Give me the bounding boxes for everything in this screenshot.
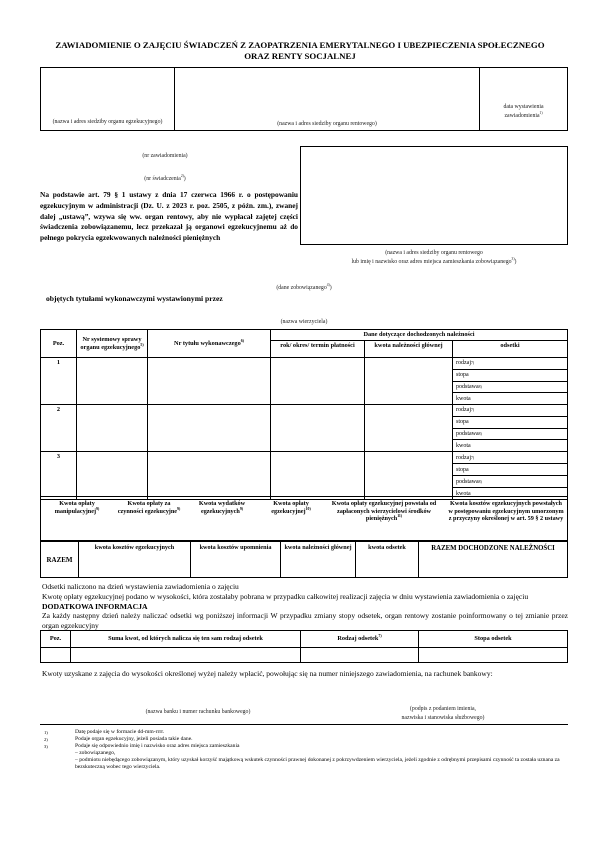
col-header-writ-number: Nr tytułu wykonawczego$^{6)}$ [148, 330, 271, 358]
row1-writ-number-field[interactable] [148, 358, 271, 405]
legal-basis-text: Na podstawie art. 79 § 1 ustawy z dnia 17 czerwca 1966 r. o postępowaniu egzekucyjnym w administracji (Dz. U. z 2023 r. poz. 2505, z późn. zm.), zwanej dalej „ustawą”, wzywa się ww. organ rentowy, aby nie wypłacał zajętej części świadczenia zobowiązanemu, lecz przekazał ją organowi egzekucyjnemu aż do pełnego pokrycia egzekwowanych należności pieniężnych [40, 190, 298, 243]
fee-amount-note: Kwotę opłaty egzekucyjnej podano w wysokości, która zostałaby pobrana w przypadku całkowitej realizacji zajęcia w dniu wystawienia zawiadomienia o zajęciu [42, 591, 529, 601]
footnote-ref-5: 5) [140, 342, 144, 347]
row2-interest-fields[interactable] [453, 405, 567, 452]
claims-table [40, 329, 568, 500]
grand-total-field[interactable]: RAZEM DOCHODZONE NALEŻNOŚCI [431, 545, 555, 552]
recipient-address-caption: (nazwa i adres siedziby organu rentowego lub imię i nazwisko oraz adres miejsca zamieszkania zobowiązanego$^{3)}$) [351, 250, 517, 265]
additional-info-paragraph: Za każdy następny dzień należy naliczać odsetki wg poniższej informacji W przypadku zmiany stopy odsetek, organ rentowy zostanie poinformowany o tej zmianie przez organ egzekucyjny [42, 611, 568, 630]
benefit-number-caption: (nr świadczenia$^{2)}$) [144, 174, 186, 182]
payment-instruction: Kwoty uzyskane z zajęcia do wysokości określonej wyżej należy wpłacić, powołując się na numer niniejszego zawiadomienia, na rachunek bankowy: [42, 669, 493, 678]
interest-calculated-note: Odsetki naliczono na dzień wystawienia zawiadomienia o zajęciu [42, 582, 239, 591]
total-interest-field[interactable]: kwota odsetek [356, 542, 419, 577]
row2-writ-number-field[interactable] [148, 405, 271, 452]
footnote-ref-11: 11) [397, 514, 403, 519]
footnote-ref-1: 1) [539, 110, 543, 115]
col-header-due-date: rok/ okres/ termin płatności [271, 341, 365, 358]
fee-enforcement-field[interactable]: Kwota opłaty egzekucyjnej$^{10)}$ [271, 500, 311, 515]
row2-case-number-field[interactable] [77, 405, 148, 452]
col-header-claims-data: Dane dotyczące dochodzonych należności [271, 330, 567, 341]
interest-info-table [40, 630, 568, 663]
address-table [40, 67, 568, 131]
page-title [30, 40, 570, 61]
debtor-data-caption: (dane zobowiązanego$^{4)}$) [276, 283, 332, 291]
footnote-ref-7: 7) [378, 634, 382, 639]
info-row-sum-field[interactable] [71, 648, 301, 662]
row1-case-number-field[interactable] [77, 358, 148, 405]
additional-info-header: DODATKOWA INFORMACJA [42, 602, 148, 611]
fee-enforcement-actions-field[interactable]: Kwota opłaty za czynności egzekucyjne$^{9)}$ [117, 500, 181, 515]
pension-authority-caption: (nazwa i adres siedziby organu rentowego) [277, 120, 377, 127]
footnote-1: 1) Datę podaje się w formacie dd-mm-rrrr. [44, 729, 165, 735]
notice-number-caption: (nr zawiadomienia) [142, 153, 188, 159]
row3-principal-field[interactable] [365, 452, 453, 499]
totals-table [40, 541, 568, 578]
row1-interest-basis[interactable]: podstawa 8) [453, 382, 567, 394]
col-header-case-number: Nr systemowy sprawy organu egzekucyjnego$^{5)}$ [77, 330, 148, 358]
footnote-3-sub2: – podmiotu niebędącego zobowiązanym, który uzyskał korzyść majątkową wskutek czynności prawnej dokonanej z pokrzywdzeniem wierzyciela, jeżeli zgodnie z odrębnymi przepisami czynność ta została uznana za bezskuteczną wobec tego wierzyciela. [75, 757, 560, 770]
info-col-header-interest-type: Rodzaj odsetek$^{7)}$ [301, 631, 419, 648]
field-recipient-address[interactable] [300, 146, 568, 245]
row2-poz: 2 [41, 405, 77, 452]
col-header-principal: kwota należności głównej [365, 341, 453, 358]
row3-case-number-field[interactable] [77, 452, 148, 499]
footnote-ref-9a: 9) [96, 506, 100, 511]
info-col-header-sum: Suma kwot, od których nalicza się ten sam rodzaj odsetek [71, 631, 301, 648]
info-col-header-poz: Poz. [41, 631, 71, 648]
row2-interest-type[interactable]: rodzaj 7) [453, 405, 567, 417]
row1-interest-type[interactable]: rodzaj 7) [453, 358, 567, 370]
info-row-poz-field[interactable] [41, 648, 71, 662]
covered-by-writs-line: objętych tytułami wykonawczymi wystawionymi przez [46, 294, 223, 303]
row3-interest-basis[interactable]: podstawa 8) [453, 476, 567, 488]
notice-date-label: data wystawienia [503, 104, 544, 110]
row3-poz: 3 [41, 452, 77, 499]
footnote-3-sub1: – zobowiązanego, [75, 750, 116, 756]
col-header-poz: Poz. [41, 330, 77, 358]
row2-interest-basis[interactable]: podstawa 8) [453, 429, 567, 441]
footnote-ref-6: 6) [240, 338, 244, 343]
total-reminder-costs-field[interactable]: kwota kosztów upomnienia [191, 542, 281, 577]
fee-discontinued-costs-field[interactable]: Kwota kosztów egzekucyjnych powstałych w postępowaniu egzekucyjnym umorzonym z przyczyny określonej w art. 59 § 2 ustawy [448, 500, 564, 523]
row2-interest-rate[interactable]: stopa [453, 417, 567, 429]
total-principal-field[interactable]: kwota należności głównej [281, 542, 356, 577]
row3-interest-fields[interactable] [453, 452, 567, 499]
row3-interest-amount[interactable]: kwota [456, 490, 471, 497]
footnotes [42, 729, 568, 771]
row1-interest-rate[interactable]: stopa [453, 370, 567, 382]
info-row-interest-type-field[interactable] [301, 648, 419, 662]
row1-due-date-field[interactable] [271, 358, 365, 405]
info-row-interest-rate-field[interactable] [419, 648, 567, 662]
row1-interest-fields[interactable] [453, 358, 567, 405]
totals-label: RAZEM [41, 542, 79, 577]
row3-interest-type[interactable]: rodzaj 7) [453, 452, 567, 464]
info-col-header-interest-rate: Stopa odsetek [419, 631, 567, 648]
row1-interest-amount[interactable]: kwota [456, 395, 471, 402]
bank-account-caption: (nazwa banku i numer rachunku bankowego) [145, 709, 251, 715]
footnote-ref-3: 3) [511, 256, 515, 261]
footnote-ref-9b: 9) [177, 506, 181, 511]
row3-interest-rate[interactable]: stopa [453, 464, 567, 476]
total-enforcement-costs-field[interactable]: kwota kosztów egzekucyjnych [79, 542, 191, 577]
notice-date-label2: zawiadomienia$^{1)}$ [504, 110, 543, 119]
footnote-ref-2: 2) [180, 174, 184, 179]
footnote-ref-9c: 9) [239, 506, 244, 511]
fee-paid-creditor-field[interactable]: Kwota opłaty egzekucyjnej powstała od zapłaconych wierzycielowi środków pieniężnych$^{11)}$ [331, 500, 437, 523]
field-enforcement-authority[interactable] [41, 68, 175, 130]
footnote-ref-10: 10) [305, 506, 311, 511]
fee-expenses-field[interactable]: Kwota wydatków egzekucyjnych$^{9)}$ [198, 500, 246, 515]
creditor-name-caption: (nazwa wierzyciela) [280, 319, 328, 325]
footnote-ref-4: 4) [326, 283, 330, 288]
signature-caption: (podpis z podaniem imienia, nazwiska i stanowiska służbowego) [401, 706, 485, 721]
page-title-line1: ZAWIADOMIENIE O ZAJĘCIU ŚWIADCZEŃ Z ZAOPATRZENIA EMERYTALNEGO I UBEZPIECZENIA SPOŁECZNEGO [55, 40, 545, 50]
row1-poz: 1 [41, 358, 77, 405]
footnote-separator [40, 724, 568, 725]
field-notice-date[interactable] [480, 68, 567, 130]
row2-principal-field[interactable] [365, 405, 453, 452]
field-pension-authority[interactable] [175, 68, 480, 130]
row3-due-date-field[interactable] [271, 452, 365, 499]
row1-principal-field[interactable] [365, 358, 453, 405]
row2-due-date-field[interactable] [271, 405, 365, 452]
footnote-3: 3) Podaje się odpowiednio imię i nazwisko oraz adres miejsca zamieszkania [44, 743, 240, 749]
row2-interest-amount[interactable]: kwota [456, 442, 471, 449]
fees-box [40, 496, 568, 541]
fee-manipulation-field[interactable]: Kwota opłaty manipulacyjnej$^{9)}$ [54, 500, 100, 515]
row3-writ-number-field[interactable] [148, 452, 271, 499]
page-title-line2: ORAZ RENTY SOCJALNEJ [244, 50, 356, 61]
col-header-interest: odsetki [453, 341, 567, 358]
enforcement-authority-caption: (nazwa i adres siedziby organu egzekucyjnego) [52, 118, 163, 125]
footnote-2: 2) Podaje organ egzekucyjny, jeżeli posiada takie dane. [44, 736, 193, 742]
